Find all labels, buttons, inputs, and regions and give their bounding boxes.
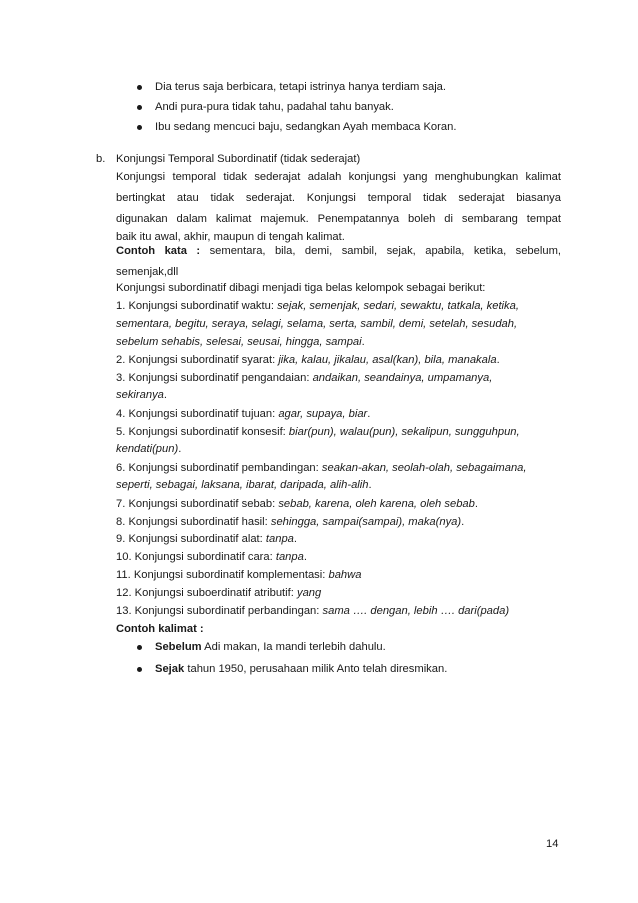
item-values: tanpa: [275, 551, 304, 563]
item-label: 4. Konjungsi subordinatif tujuan:: [116, 408, 279, 420]
list-item: [116, 369, 561, 387]
list-item: 10. Konjungsi subordinatif cara: tanpa.: [116, 551, 307, 563]
item-label: 6. Konjungsi subordinatif pembandingan:: [116, 462, 322, 474]
list-item: [116, 602, 561, 620]
item-values: kendati(pun): [116, 443, 179, 455]
item-values: sebelum sehabis, selesai, seusai, hingga, sampai: [116, 336, 362, 348]
item-values: agar, supaya, biar: [278, 408, 368, 420]
example-rest: tahun 1950, perusahaan milik Anto telah diresmikan.: [184, 663, 448, 675]
item-label: 2. Konjungsi subordinatif syarat:: [116, 354, 279, 366]
item-label: 10. Konjungsi subordinatif cara:: [116, 551, 276, 563]
item-values: yang: [296, 587, 322, 599]
example-rest: Adi makan, Ia mandi terlebih dahulu.: [201, 641, 386, 653]
bullet-icon: [137, 645, 142, 650]
example-sentence: [155, 660, 447, 678]
item-label: 13. Konjungsi subordinatif perbandingan:: [116, 605, 323, 617]
item-values: jika, kalau, jikalau, asal(kan), bila, manakala: [278, 354, 497, 366]
item-label: 12. Konjungsi suboerdinatif atributif:: [116, 587, 297, 599]
list-item-continuation: seperti, sebagai, laksana, ibarat, daripada, alih-alih.: [116, 479, 372, 491]
item-values: biar(pun), walau(pun), sekalipun, sungguhpun,: [288, 426, 520, 438]
bullet-icon: [137, 125, 142, 130]
item-values: sejak, semenjak, sedari, sewaktu, tatkala, ketika,: [277, 300, 519, 312]
list-item: [116, 584, 561, 602]
contoh-kalimat-text: Contoh kalimat :: [116, 623, 204, 635]
list-item: 8. Konjungsi subordinatif hasil: sehingga, sampai(sampai), maka(nya).: [116, 516, 465, 528]
contoh-kalimat-label: [116, 620, 561, 638]
bullet-icon: [137, 85, 142, 90]
item-values: sebab, karena, oleh karena, oleh sebab: [278, 498, 475, 510]
list-item: [0, 660, 638, 678]
bullet-text: Ibu sedang mencuci baju, sedangkan Ayah membaca Koran.: [155, 121, 457, 133]
page-number: 14: [546, 838, 559, 850]
list-item: [116, 297, 561, 315]
item-label: 8. Konjungsi subordinatif hasil:: [116, 516, 271, 528]
list-item: [0, 78, 638, 96]
item-values: andaikan, seandainya, umpamanya,: [312, 372, 493, 384]
contoh-kata-line: [116, 242, 561, 260]
section-title: Konjungsi Temporal Subordinatif (tidak sederajat): [116, 153, 361, 165]
example-keyword: Sejak: [155, 663, 185, 675]
list-item: [116, 566, 561, 584]
example-sentence: [155, 638, 386, 656]
contoh-kata-line: semenjak,dll: [116, 266, 179, 278]
item-label: 7. Konjungsi subordinatif sebab:: [116, 498, 279, 510]
paragraph-line: baik itu awal, akhir, maupun di tengah kalimat.: [116, 231, 345, 243]
section-marker: b.: [96, 153, 106, 165]
item-label: 9. Konjungsi subordinatif alat:: [116, 533, 266, 545]
item-values: bahwa: [328, 569, 362, 581]
list-item-continuation: kendati(pun).: [116, 443, 182, 455]
paragraph-line: Konjungsi temporal tidak sederajat adalah konjungsi yang menghubungkan kalimat: [116, 171, 561, 183]
bullet-icon: [137, 667, 142, 672]
list-item: [116, 423, 561, 441]
item-values: seperti, sebagai, laksana, ibarat, daripada, alih-alih: [116, 479, 369, 491]
list-item: 2. Konjungsi subordinatif syarat: jika, kalau, jikalau, asal(kan), bila, manakala.: [116, 354, 500, 366]
list-item: 7. Konjungsi subordinatif sebab: sebab, karena, oleh karena, oleh sebab.: [116, 498, 478, 510]
list-item: [116, 459, 561, 477]
item-label: 3. Konjungsi subordinatif pengandaian:: [116, 372, 313, 384]
paragraph-line: bertingkat atau tidak sederajat. Konjungsi temporal tidak sederajat biasanya: [116, 192, 561, 204]
list-item: 4. Konjungsi subordinatif tujuan: agar, supaya, biar.: [116, 408, 371, 420]
item-label: 5. Konjungsi subordinatif konsesif:: [116, 426, 289, 438]
contoh-kata-values: sementara, bila, demi, sambil, sejak, apabila, ketika, sebelum,: [209, 245, 561, 257]
example-keyword: Sebelum: [155, 641, 202, 653]
list-item: [0, 638, 638, 656]
item-values: sementara, begitu, seraya, selagi, selama, serta, sambil, demi, setelah, sesudah,: [116, 318, 518, 330]
item-label: 1. Konjungsi subordinatif waktu:: [116, 300, 278, 312]
list-item: 9. Konjungsi subordinatif alat: tanpa.: [116, 533, 297, 545]
contoh-kata-label: Contoh kata :: [116, 245, 201, 257]
list-item: [0, 98, 638, 116]
item-values: seakan-akan, seolah-olah, sebagaimana,: [321, 462, 527, 474]
item-values: sama …. dengan, lebih …. dari(pada): [322, 605, 510, 617]
item-values: tanpa: [265, 533, 294, 545]
list-item-continuation: sekiranya.: [116, 389, 167, 401]
bullet-icon: [137, 105, 142, 110]
list-item-continuation: sebelum sehabis, selesai, seusai, hingga, sampai.: [116, 336, 365, 348]
list-item: [0, 118, 638, 136]
list-item-continuation: [116, 315, 561, 333]
paragraph-line: digunakan dalam kalimat majemuk. Penempatannya boleh di sembarang tempat: [116, 213, 561, 225]
item-values: sekiranya: [116, 389, 164, 401]
item-values: sehingga, sampai(sampai), maka(nya): [270, 516, 462, 528]
bullet-text: Andi pura-pura tidak tahu, padahal tahu banyak.: [155, 101, 394, 113]
groups-intro: Konjungsi subordinatif dibagi menjadi tiga belas kelompok sebagai berikut:: [116, 282, 486, 294]
bullet-text: Dia terus saja berbicara, tetapi istrinya hanya terdiam saja.: [155, 81, 447, 93]
item-label: 11. Konjungsi subordinatif komplementasi:: [116, 569, 329, 581]
